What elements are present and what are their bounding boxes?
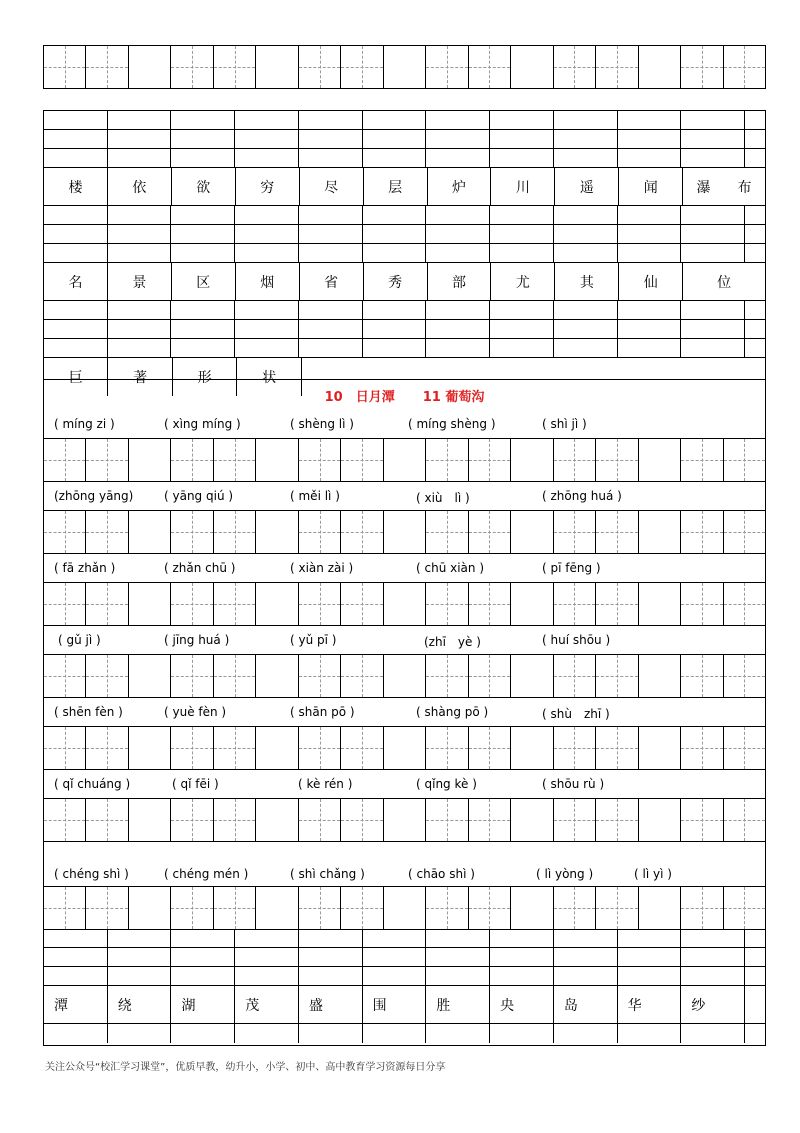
pinyin-item: ( fā zhǎn )	[54, 561, 116, 575]
footer-note: 关注公众号“校汇学习课堂”，优质早教，幼升小，小学、初中、高中教育学习资源每日分享	[45, 1062, 446, 1073]
writing-grid	[43, 438, 766, 482]
char-cell: 层	[364, 168, 428, 205]
char-cell: 省	[300, 263, 364, 300]
char-cell: 区	[172, 263, 236, 300]
pinyin-item: ( yǔ pī )	[290, 633, 337, 647]
pinyin-item: ( zhōng huá )	[542, 489, 622, 503]
pinyin-item: ( chéng mén )	[164, 867, 249, 881]
pinyin-item: ( xìng míng )	[164, 417, 241, 431]
char-cell: 巨	[44, 358, 108, 396]
pinyin-row-5	[43, 698, 766, 726]
pinyin-item: ( shù zhī )	[542, 707, 610, 721]
pinyin-item: ( qǐ chuáng )	[54, 777, 131, 791]
pinyin-row-7	[43, 860, 766, 888]
char-cell: 纱	[681, 986, 745, 1023]
pinyin-item: ( lì yòng )	[536, 867, 594, 881]
char-cell: 围	[363, 986, 427, 1023]
pinyin-row-2	[43, 482, 766, 510]
char-cell: 绕	[108, 986, 172, 1023]
pinyin-item: ( yuè fèn )	[164, 705, 227, 719]
pinyin-item: ( shì jì )	[542, 417, 587, 431]
char-cell: 闻	[619, 168, 683, 205]
lesson-title-b: 11 葡萄沟	[422, 389, 485, 405]
pinyin-item: (zhōng yāng)	[54, 489, 134, 503]
char-cell: 岛	[554, 986, 618, 1023]
pinyin-item: ( gǔ jì )	[58, 633, 101, 647]
char-cell: 央	[490, 986, 554, 1023]
pinyin-item: ( měi lì )	[290, 489, 340, 503]
pinyin-item: ( pī fēng )	[542, 561, 601, 575]
char-cell: 仙	[619, 263, 683, 300]
pinyin-item: ( qǐ fēi )	[172, 777, 219, 791]
pinyin-item: ( lì yì )	[634, 867, 672, 881]
char-cell: 川	[491, 168, 555, 205]
char-cell: 名	[44, 263, 108, 300]
writing-grid	[43, 510, 766, 554]
char-cell: 部	[428, 263, 492, 300]
char-row-4	[44, 986, 765, 1024]
pinyin-item: ( shì chǎng )	[290, 867, 365, 881]
pinyin-item: ( chāo shì )	[408, 867, 475, 881]
pinyin-item: ( chéng shì )	[54, 867, 129, 881]
writing-grid	[43, 582, 766, 626]
character-grid-1	[43, 110, 766, 386]
char-row-1	[44, 168, 765, 206]
writing-grid	[43, 726, 766, 770]
char-cell: 华	[618, 986, 682, 1023]
char-cell: 炉	[428, 168, 492, 205]
char-row-2	[44, 263, 765, 301]
char-cell: 胜	[426, 986, 490, 1023]
pinyin-item: ( shōu rù )	[542, 777, 605, 791]
pinyin-item: ( zhǎn chū )	[164, 561, 236, 575]
char-cell: 位	[717, 274, 732, 291]
char-cell: 依	[108, 168, 172, 205]
pinyin-row-4	[43, 626, 766, 654]
pinyin-item: ( jīng huá )	[164, 633, 230, 647]
pinyin-item: ( shèng lì )	[290, 417, 354, 431]
char-cell: 景	[108, 263, 172, 300]
pinyin-item: ( huí shōu )	[542, 633, 611, 647]
pinyin-row-1	[43, 410, 766, 438]
pinyin-row-3	[43, 554, 766, 582]
char-cell: 遥	[555, 168, 619, 205]
writing-grid	[43, 798, 766, 842]
writing-grid-top	[43, 45, 766, 89]
char-cell: 盛	[299, 986, 363, 1023]
pinyin-item: ( kè rén )	[298, 777, 353, 791]
writing-grid	[43, 886, 766, 930]
pinyin-item: ( chū xiàn )	[416, 561, 485, 575]
pinyin-item: ( xiàn zài )	[290, 561, 354, 575]
char-cell: 尤	[491, 263, 555, 300]
lesson-title	[43, 380, 766, 410]
char-cell: 其	[555, 263, 619, 300]
char-cell: 形	[173, 358, 237, 396]
pinyin-item: ( shēn fèn )	[54, 705, 123, 719]
char-cell: 秀	[364, 263, 428, 300]
pinyin-row-6	[43, 770, 766, 798]
pinyin-item: ( shān pō )	[290, 705, 355, 719]
pinyin-item: ( míng shèng )	[408, 417, 496, 431]
pinyin-item: ( xiù lì )	[416, 491, 470, 505]
char-cell: 楼	[44, 168, 108, 205]
character-grid-2	[43, 929, 766, 1046]
pinyin-item: ( míng zi )	[54, 417, 115, 431]
char-cell: 烟	[236, 263, 300, 300]
char-cell: 尽	[300, 168, 364, 205]
char-cell-pair: 瀑 布	[696, 179, 752, 196]
pinyin-item: (zhī yè )	[424, 635, 481, 649]
spacer	[43, 842, 766, 860]
char-cell: 穷	[236, 168, 300, 205]
char-cell: 湖	[171, 986, 235, 1023]
char-cell: 状	[237, 358, 301, 396]
lesson-title-a: 10 日月潭	[324, 389, 395, 405]
char-cell: 欲	[172, 168, 236, 205]
pinyin-item: ( shàng pō )	[416, 705, 489, 719]
char-cell: 潭	[44, 986, 108, 1023]
pinyin-item: ( qǐng kè )	[416, 777, 477, 791]
pinyin-item: ( yāng qiú )	[164, 489, 234, 503]
char-cell: 著	[108, 358, 172, 396]
char-cell: 茂	[235, 986, 299, 1023]
writing-grid	[43, 654, 766, 698]
